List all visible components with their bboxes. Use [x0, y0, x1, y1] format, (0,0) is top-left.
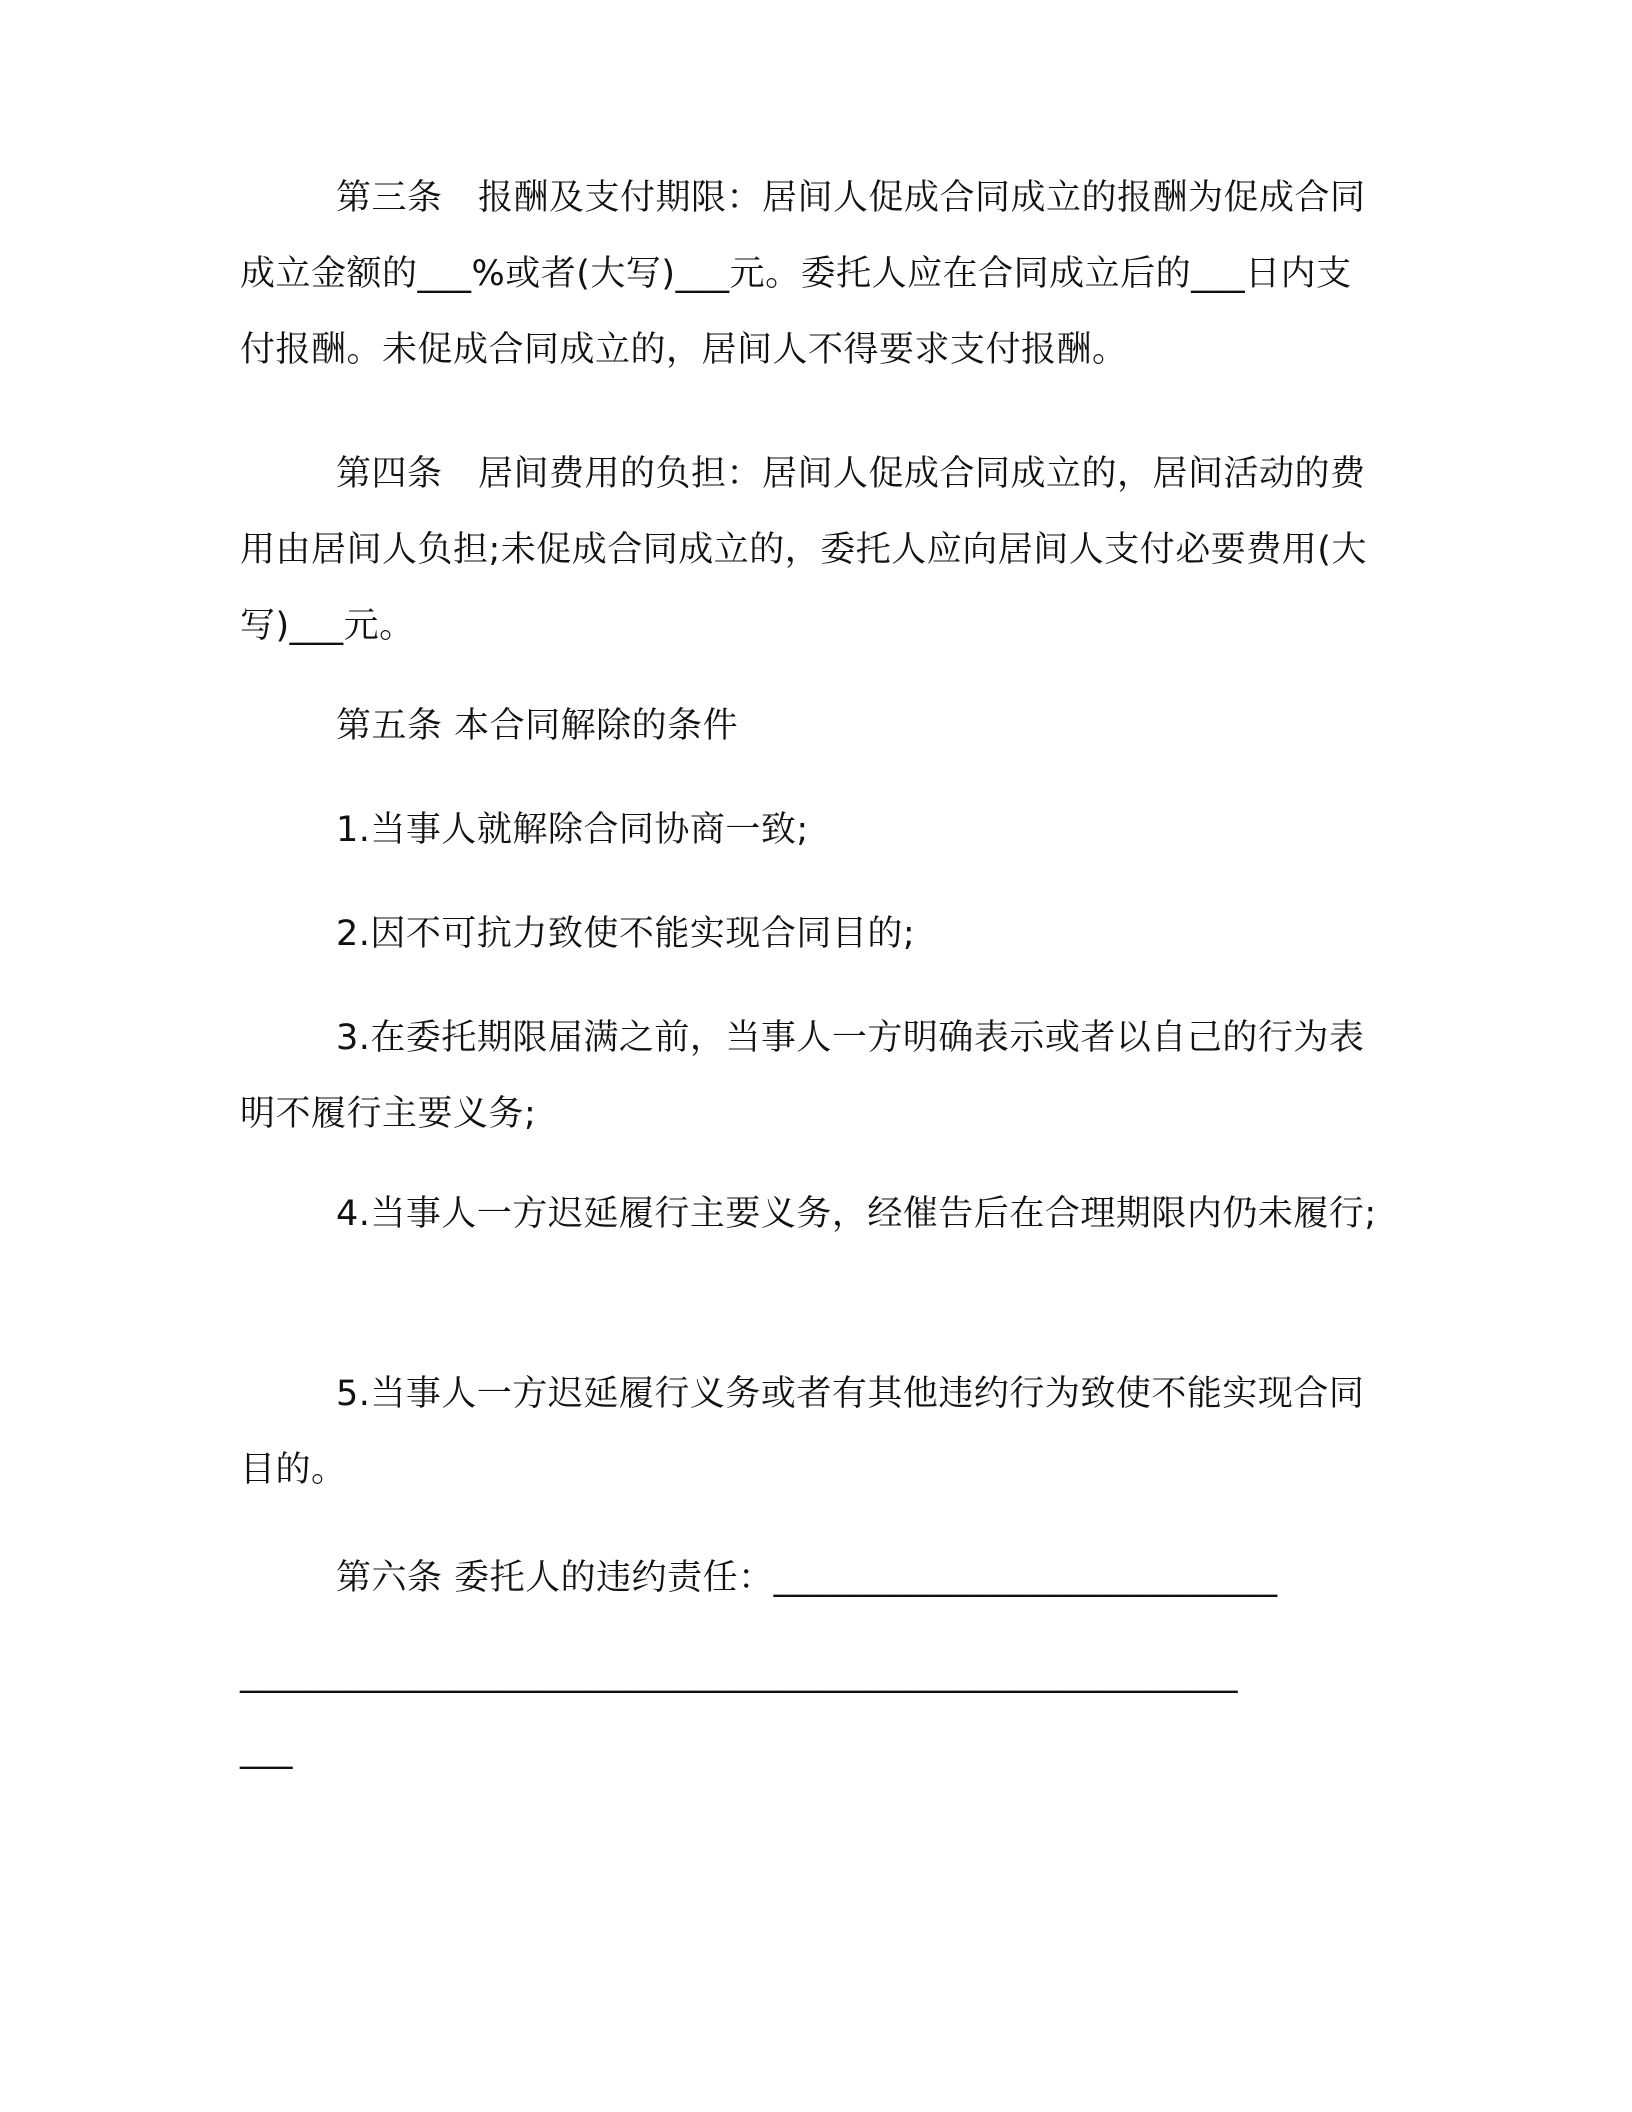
article-4-paragraph: 第四条 居间费用的负担：居间人促成合同成立的，居间活动的费用由居间人负担;未促成合同成立的，委托人应向居间人支付必要费用(大写)___元。	[240, 454, 1367, 646]
article-3-paragraph: 第三条 报酬及支付期限：居间人促成合同成立的报酬为促成合同成立金额的___%或者(大写)___元。委托人应在合同成立后的___日内支付报酬。未促成合同成立的，居间人不得要求支付报酬。	[240, 178, 1366, 370]
article-5-item-5: 5.当事人一方迟延履行义务或者有其他违约行为致使不能实现合同目的。	[240, 1374, 1365, 1490]
article-5-item-3: 3.在委托期限届满之前，当事人一方明确表示或者以自己的行为表明不履行主要义务;	[240, 1018, 1365, 1134]
article-5-title: 第五条 本合同解除的条件	[336, 706, 739, 746]
article-6-blank-line-2: _________________________________________________________	[240, 1654, 1238, 1694]
article-6-blank-line-3: ___	[240, 1730, 293, 1770]
article-5-item-4: 4.当事人一方迟延履行主要义务，经催告后在合理期限内仍未履行;	[336, 1194, 1377, 1234]
article-5-item-1: 1.当事人就解除合同协商一致;	[336, 810, 809, 850]
article-5-item-2: 2.因不可抗力致使不能实现合同目的;	[336, 914, 916, 954]
article-6-paragraph: 第六条 委托人的违约责任：____________________________	[336, 1558, 1278, 1598]
